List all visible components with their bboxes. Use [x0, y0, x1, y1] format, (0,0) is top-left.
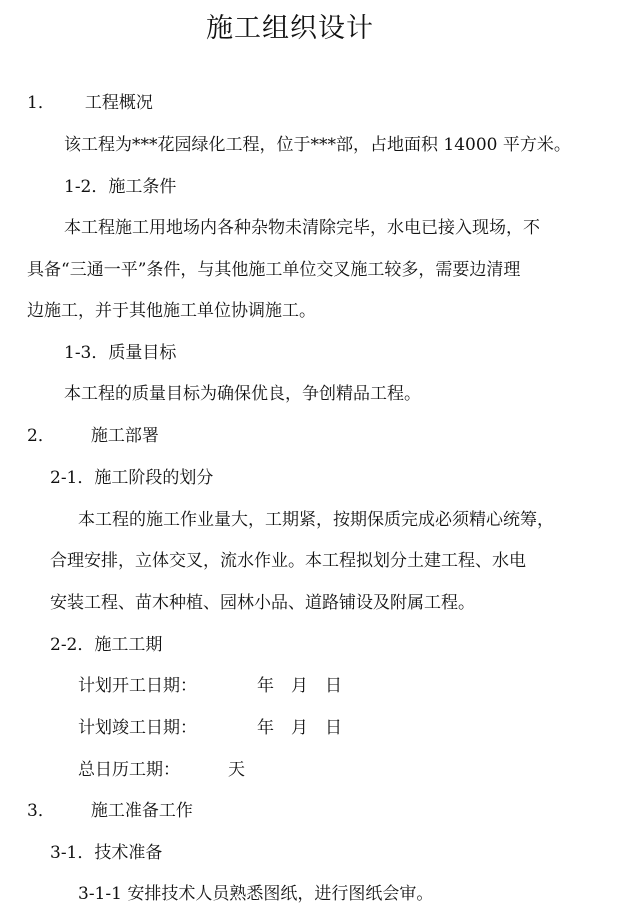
heading-1 [27, 93, 153, 113]
paragraph-stages-line-3: 安装工程、苗木种植、园林小品、道路铺设及附属工程。 [50, 593, 475, 613]
heading-3 [27, 801, 193, 821]
paragraph-quality: 本工程的质量目标为确保优良，争创精品工程。 [64, 384, 421, 404]
heading-3-text: 施工准备工作 [90, 801, 193, 821]
heading-1-2: 1-2．施工条件 [64, 177, 177, 197]
planned-end-label: 计划竣工日期： [78, 718, 197, 738]
planned-start-label: 计划开工日期： [78, 676, 197, 696]
heading-3-number: 3． [27, 801, 55, 821]
planned-end-date [78, 718, 197, 738]
document-title: 施工组织设计 [206, 13, 374, 44]
heading-2-1: 2-1．施工阶段的划分 [50, 468, 214, 488]
planned-start-date [78, 676, 197, 696]
heading-2 [27, 426, 159, 446]
total-duration-label: 总日历工期： [78, 760, 180, 780]
paragraph-stages-line-1: 本工程的施工作业量大，工期紧，按期保质完成必须精心统筹， [78, 510, 554, 530]
total-duration [78, 760, 180, 780]
heading-1-3: 1-3．质量目标 [64, 343, 177, 363]
paragraph-technical-prep: 3-1-1 安排技术人员熟悉图纸，进行图纸会审。 [78, 884, 434, 904]
paragraph-conditions-line-2: 具备“三通一平”条件，与其他施工单位交叉施工较多，需要边清理 [27, 260, 521, 280]
heading-1-text: 工程概况 [84, 93, 153, 113]
heading-3-1: 3-1．技术准备 [50, 843, 163, 863]
heading-2-number: 2． [27, 426, 55, 446]
paragraph-stages-line-2: 合理安排，立体交叉，流水作业。本工程拟划分土建工程、水电 [50, 551, 526, 571]
paragraph-conditions-line-1: 本工程施工用地场内各种杂物未清除完毕，水电已接入现场，不 [64, 218, 540, 238]
heading-1-number: 1． [27, 93, 55, 113]
heading-2-text: 施工部署 [90, 426, 159, 446]
paragraph-conditions-line-3: 边施工，并于其他施工单位协调施工。 [27, 301, 316, 321]
total-duration-value: 天 [228, 760, 245, 780]
paragraph-overview: 该工程为***花园绿化工程，位于***部，占地面积 14000 平方米。 [64, 135, 571, 155]
heading-2-2: 2-2．施工工期 [50, 635, 163, 655]
planned-end-value: 年 月 日 [257, 718, 342, 738]
planned-start-value: 年 月 日 [257, 676, 342, 696]
